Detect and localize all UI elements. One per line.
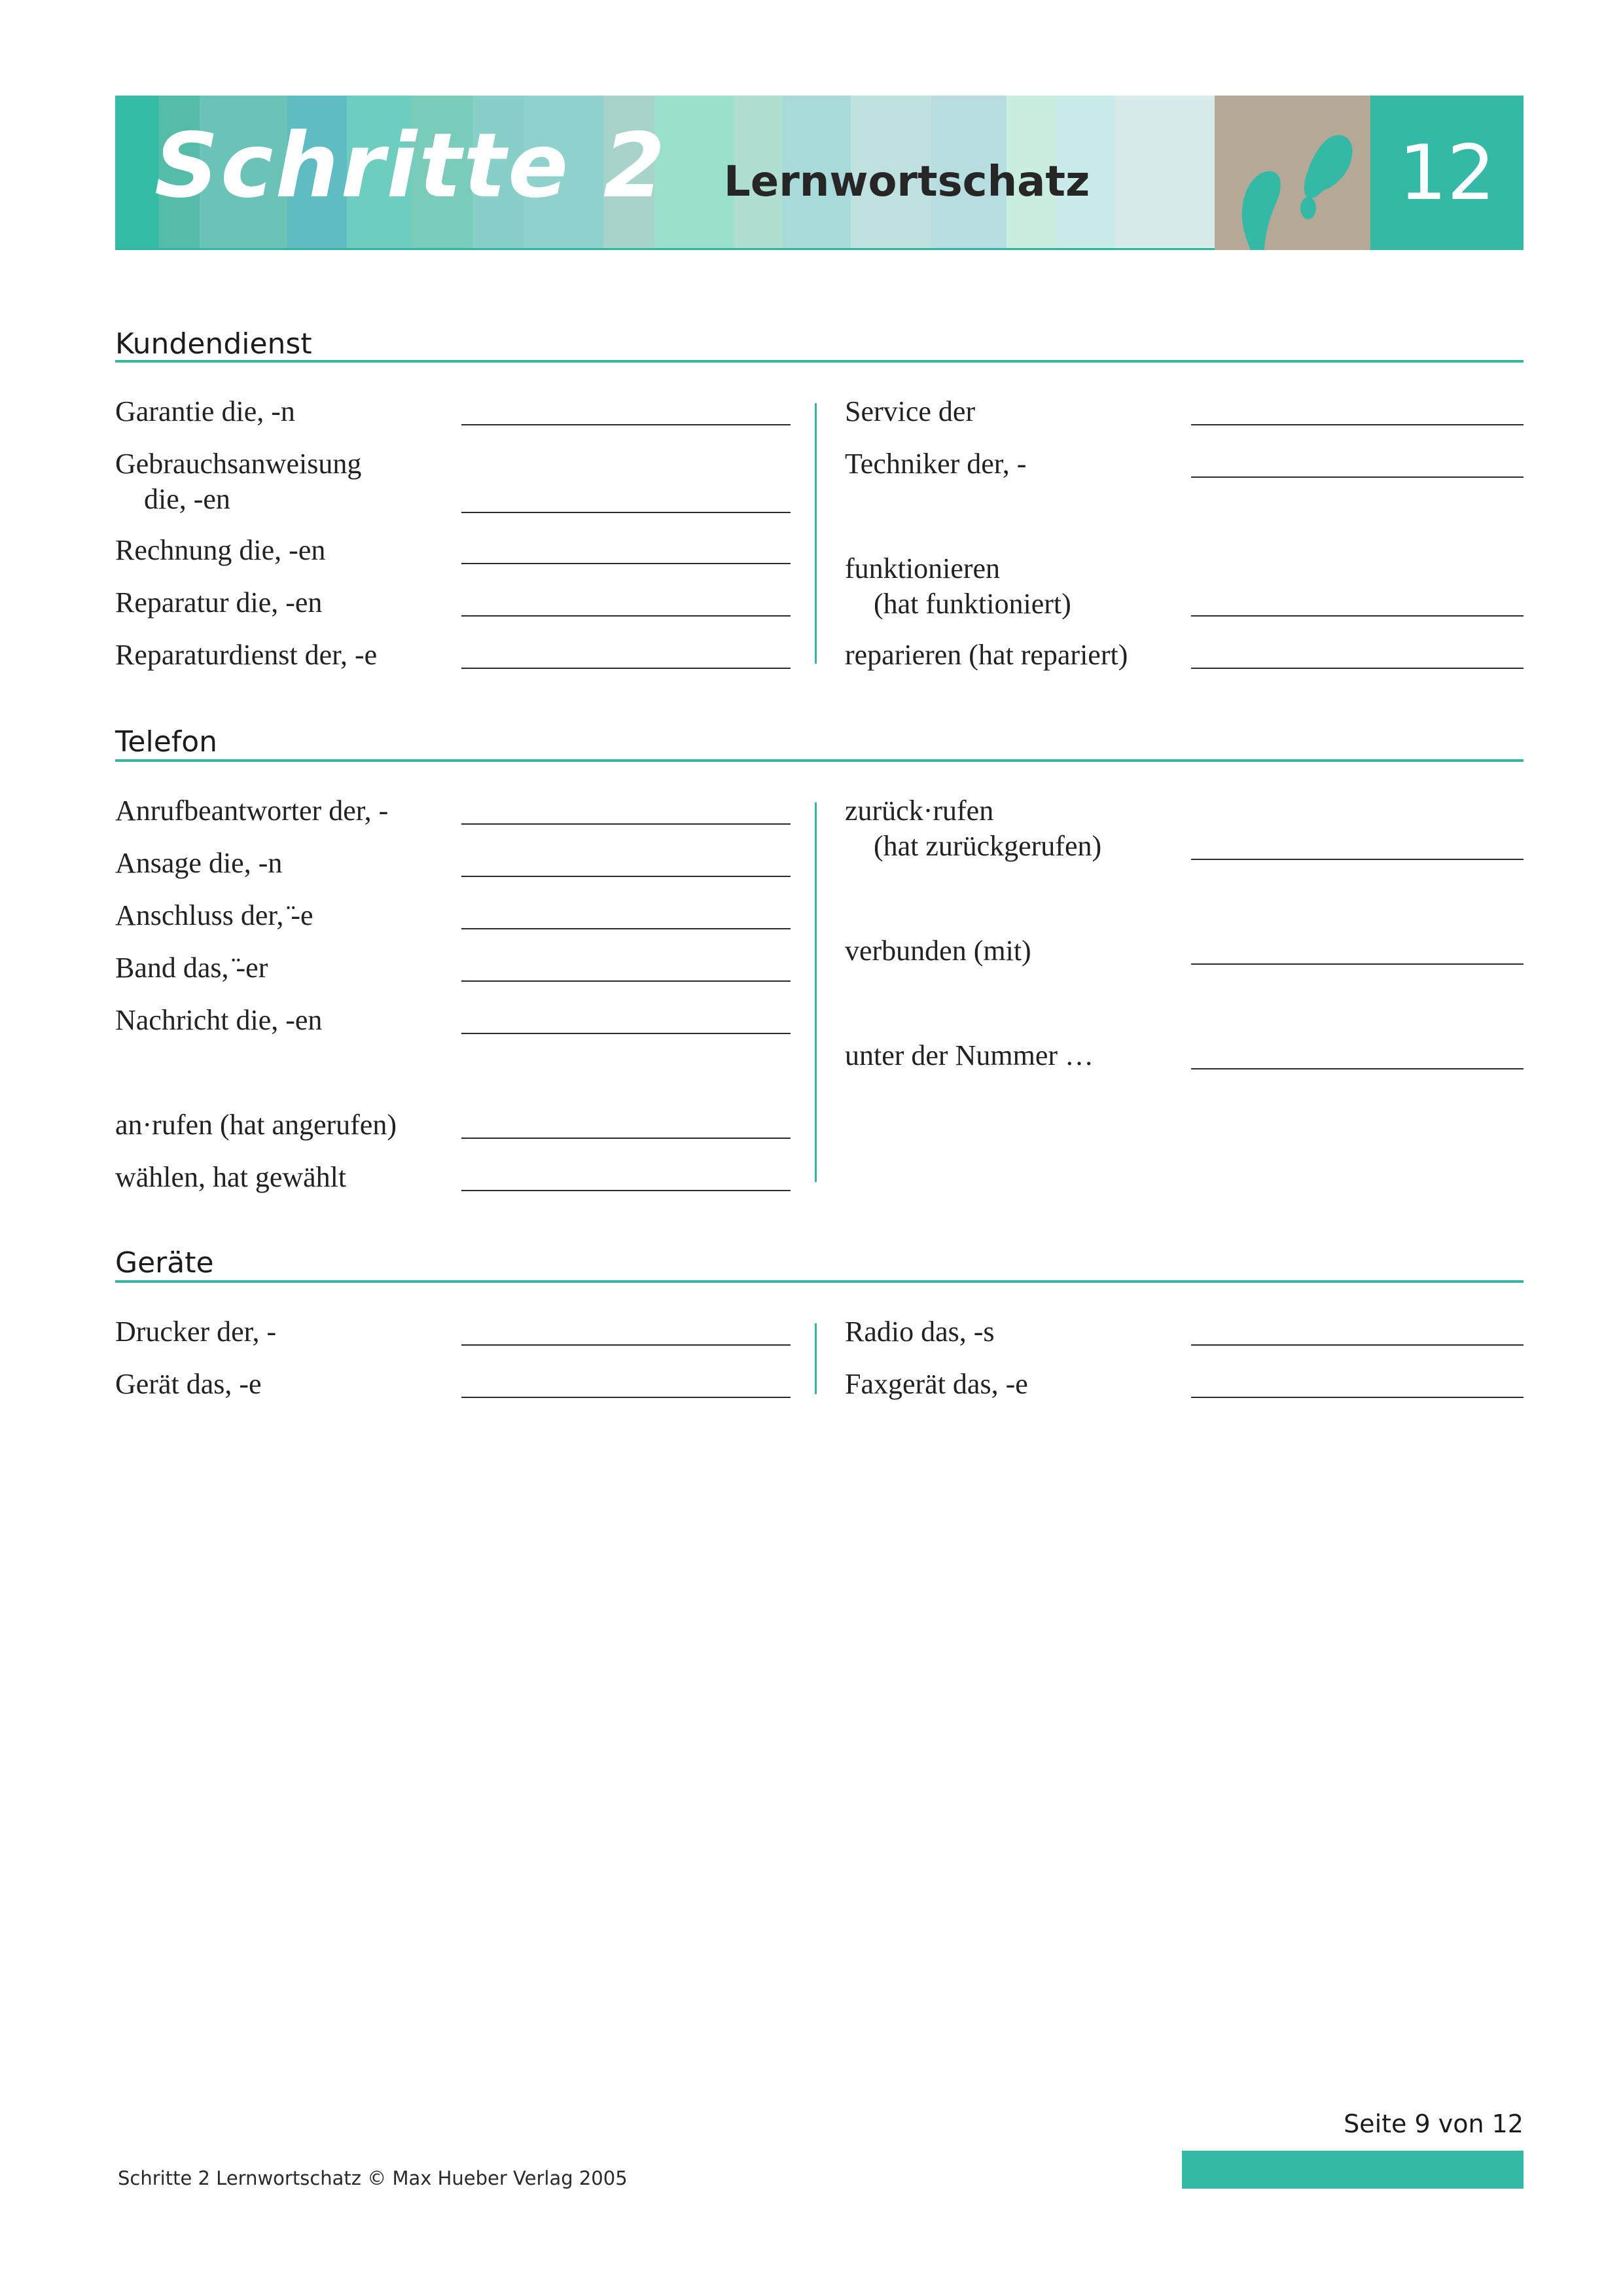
section-rule xyxy=(115,759,1524,762)
vocab-entry: unter der Nummer … xyxy=(845,1039,1094,1071)
footprints-panel xyxy=(1215,96,1370,250)
footer-accent-bar xyxy=(1182,2151,1524,2189)
column-divider xyxy=(815,403,817,664)
page-title: Lernwortschatz xyxy=(724,158,1090,206)
answer-line[interactable] xyxy=(461,512,791,513)
answer-line[interactable] xyxy=(1191,1344,1524,1346)
vocab-entry: Drucker der, - xyxy=(115,1316,277,1348)
vocab-entry: Gebrauchsanweisung die, -en xyxy=(115,448,362,515)
answer-line[interactable] xyxy=(461,823,791,825)
section-title-kundendienst: Kundendienst xyxy=(115,327,312,361)
vocab-entry: Anrufbeantworter der, - xyxy=(115,795,389,827)
vocab-entry: Reparaturdienst der, -e xyxy=(115,639,378,671)
vocab-entry: Garantie die, -n xyxy=(115,395,295,427)
answer-line[interactable] xyxy=(1191,963,1524,965)
brand-logo: Schritte 2 xyxy=(154,115,668,218)
answer-line[interactable] xyxy=(461,424,791,425)
answer-line[interactable] xyxy=(461,1033,791,1034)
answer-line[interactable] xyxy=(461,980,791,982)
vocab-entry: Techniker der, - xyxy=(845,448,1027,480)
vocab-entry: verbunden (mit) xyxy=(845,935,1031,967)
section-rule xyxy=(115,1280,1524,1283)
answer-line[interactable] xyxy=(461,563,791,564)
header-banner xyxy=(115,96,1524,250)
answer-line[interactable] xyxy=(1191,424,1524,425)
answer-line[interactable] xyxy=(461,1138,791,1139)
vocab-entry: Gerät das, -e xyxy=(115,1368,262,1400)
column-divider xyxy=(815,802,817,1182)
vocab-entry: funktionieren (hat funktioniert) xyxy=(845,552,1071,620)
answer-line[interactable] xyxy=(461,928,791,929)
banner-stripe xyxy=(1115,96,1215,248)
answer-line[interactable] xyxy=(1191,476,1524,478)
section-title-geraete: Geräte xyxy=(115,1246,214,1280)
vocab-entry: zurück·rufen (hat zurückgerufen) xyxy=(845,795,1102,862)
answer-line[interactable] xyxy=(461,615,791,617)
answer-line[interactable] xyxy=(1191,859,1524,860)
answer-line[interactable] xyxy=(461,668,791,669)
vocab-entry: reparieren (hat repariert) xyxy=(845,639,1128,671)
answer-line[interactable] xyxy=(1191,1397,1524,1398)
footprints-icon xyxy=(1215,96,1370,250)
chapter-badge xyxy=(1370,96,1524,250)
vocab-entry: Ansage die, -n xyxy=(115,847,283,879)
copyright-notice: Schritte 2 Lernwortschatz © Max Hueber Verlag 2005 xyxy=(118,2167,628,2189)
answer-line[interactable] xyxy=(1191,1068,1524,1069)
vocab-entry: Service der xyxy=(845,395,976,427)
vocab-entry: Reparatur die, -en xyxy=(115,586,323,619)
section-rule xyxy=(115,360,1524,363)
chapter-number: 12 xyxy=(1399,128,1495,217)
answer-line[interactable] xyxy=(461,876,791,877)
page-number: Seite 9 von 12 xyxy=(1344,2109,1524,2138)
vocab-entry: Rechnung die, -en xyxy=(115,534,326,566)
answer-line[interactable] xyxy=(1191,668,1524,669)
vocab-entry: Faxgerät das, -e xyxy=(845,1368,1028,1400)
vocab-entry: Anschluss der, ̈-e xyxy=(115,899,313,931)
answer-line[interactable] xyxy=(461,1397,791,1398)
vocab-entry: Band das, ̈-er xyxy=(115,952,268,984)
answer-line[interactable] xyxy=(461,1344,791,1346)
vocab-entry: Nachricht die, -en xyxy=(115,1004,323,1036)
column-divider xyxy=(815,1323,817,1394)
vocab-entry: wählen, hat gewählt xyxy=(115,1161,347,1193)
answer-line[interactable] xyxy=(1191,615,1524,617)
section-title-telefon: Telefon xyxy=(115,725,218,759)
banner-stripe xyxy=(115,96,158,248)
answer-line[interactable] xyxy=(461,1190,791,1191)
vocab-entry: an·rufen (hat angerufen) xyxy=(115,1109,397,1141)
vocab-entry: Radio das, -s xyxy=(845,1316,995,1348)
